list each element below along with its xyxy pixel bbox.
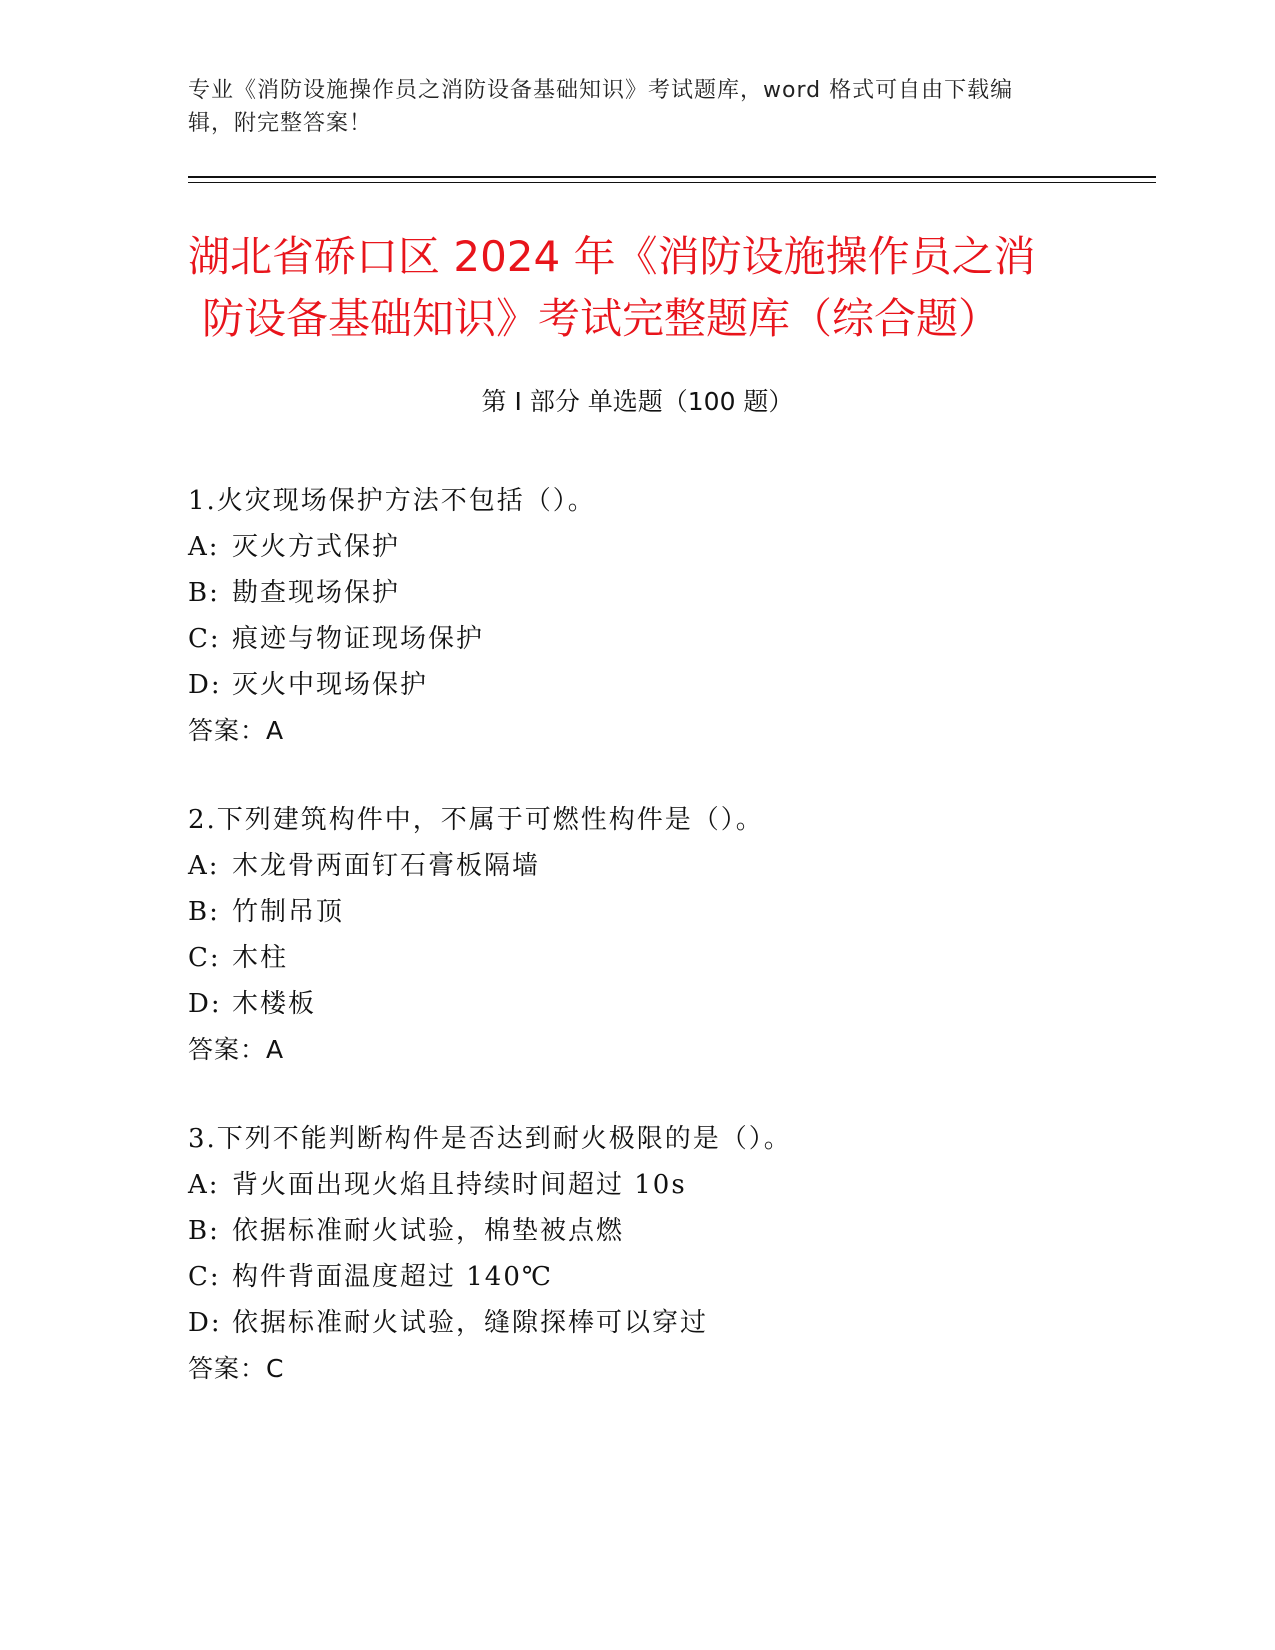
question-stem: 3.下列不能判断构件是否达到耐火极限的是（）。 bbox=[188, 1124, 792, 1154]
header-divider-thick bbox=[188, 176, 1156, 178]
document-title-line1: 湖北省硚口区 2024 年《消防设施操作员之消 bbox=[188, 232, 1036, 281]
question-stem: 2.下列建筑构件中，不属于可燃性构件是（）。 bbox=[188, 805, 764, 835]
option-a bbox=[188, 524, 1138, 570]
option-d bbox=[188, 1300, 1138, 1346]
option-letter: A: bbox=[188, 532, 220, 562]
header-note bbox=[188, 74, 1068, 140]
question-item bbox=[188, 478, 1138, 754]
option-text: 勘查现场保护 bbox=[232, 578, 401, 608]
option-a bbox=[188, 1162, 1138, 1208]
answer-line: 答案：A bbox=[188, 716, 285, 745]
option-text: 竹制吊顶 bbox=[232, 897, 345, 927]
header-note-line1: 专业《消防设施操作员之消防设备基础知识》考试题库，word 格式可自由下载编 bbox=[188, 78, 1014, 103]
option-c bbox=[188, 935, 1138, 981]
option-a bbox=[188, 843, 1138, 889]
option-letter: D: bbox=[188, 989, 222, 1019]
option-letter: D: bbox=[188, 1308, 222, 1338]
option-text: 构件背面温度超过 140℃ bbox=[232, 1262, 553, 1292]
option-letter: A: bbox=[188, 851, 220, 881]
option-text: 痕迹与物证现场保护 bbox=[232, 624, 485, 654]
option-d bbox=[188, 981, 1138, 1027]
option-letter: C: bbox=[188, 1262, 221, 1292]
question-item bbox=[188, 797, 1138, 1073]
question-list bbox=[188, 478, 1138, 1392]
option-text: 木楼板 bbox=[232, 989, 317, 1019]
option-b bbox=[188, 889, 1138, 935]
answer-line: 答案：C bbox=[188, 1354, 285, 1383]
option-b bbox=[188, 1208, 1138, 1254]
option-text: 灭火方式保护 bbox=[232, 532, 401, 562]
option-text: 依据标准耐火试验，棉垫被点燃 bbox=[232, 1216, 625, 1246]
question-stem: 1.火灾现场保护方法不包括（）。 bbox=[188, 486, 596, 516]
option-letter: B: bbox=[188, 1216, 220, 1246]
option-c bbox=[188, 1254, 1138, 1300]
option-c bbox=[188, 616, 1138, 662]
question-item bbox=[188, 1116, 1138, 1392]
option-text: 依据标准耐火试验，缝隙探棒可以穿过 bbox=[232, 1308, 709, 1338]
answer-line: 答案：A bbox=[188, 1035, 285, 1064]
option-text: 灭火中现场保护 bbox=[232, 670, 429, 700]
document-title-line2: 防设备基础知识》考试完整题库（综合题） bbox=[202, 294, 1001, 343]
document-title bbox=[188, 226, 1088, 350]
header-divider-thin bbox=[188, 182, 1156, 183]
option-letter: B: bbox=[188, 897, 220, 927]
option-text: 木龙骨两面钉石膏板隔墙 bbox=[232, 851, 541, 881]
option-letter: B: bbox=[188, 578, 220, 608]
option-text: 木柱 bbox=[232, 943, 289, 973]
option-letter: D: bbox=[188, 670, 222, 700]
option-letter: A: bbox=[188, 1170, 220, 1200]
option-d bbox=[188, 662, 1138, 708]
header-note-line2: 辑，附完整答案！ bbox=[188, 111, 373, 136]
option-text: 背火面出现火焰且持续时间超过 10s bbox=[232, 1170, 687, 1200]
option-letter: C: bbox=[188, 943, 221, 973]
section-title: 第 I 部分 单选题（100 题） bbox=[481, 387, 794, 416]
option-b bbox=[188, 570, 1138, 616]
option-letter: C: bbox=[188, 624, 221, 654]
